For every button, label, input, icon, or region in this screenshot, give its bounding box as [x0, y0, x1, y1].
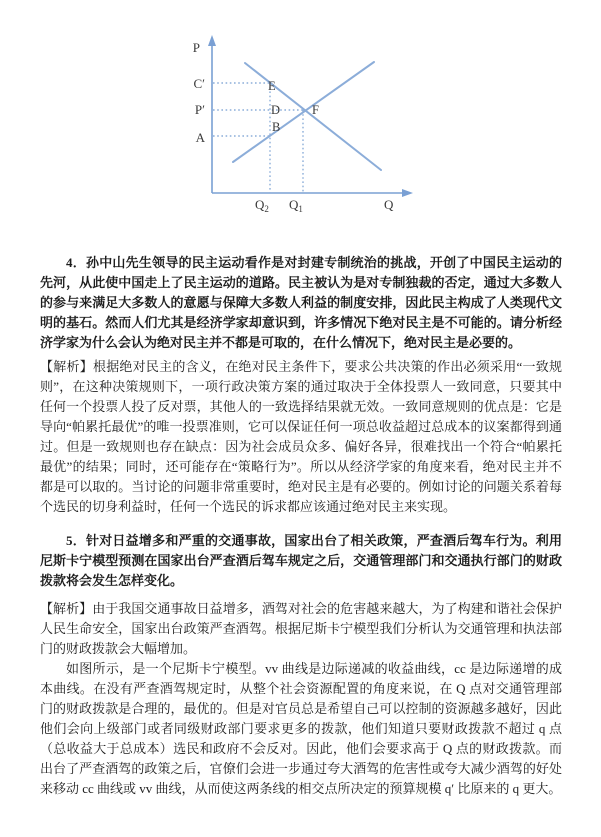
y-tick-label-1: P′: [194, 102, 205, 117]
point-label-B: B: [272, 120, 281, 134]
analysis-4-text: 根据绝对民主的含义，在绝对民主条件下，要求公共决策的作出必须采用“一致规则”，在这种决策规则下，一项行政决策方案的通过取决于全体投票人一致同意，只要其中任何一个投票人投了反对票，其他人的一致选择结果就无效。一致同意规则的优点是：它是导向“帕累托最优”的唯一投票准则，它可以保证任何一项总收益超过总成本的议案都得到通过。但是一致规则也存在缺点：因为社会成员众多、偏好各异，很难找出一个符合“帕累托最优”的结果；同时，还可能存在“策略行为”。所以从经济学家的角度来看，绝对民主并不都是可以取的。当讨论的问题非常重要时，绝对民主是有必要的。例如讨论的问题关系着每个选民的切身利益时，任何一个选民的诉求都应该通过绝对民主来实现。: [40, 359, 562, 514]
analysis-4-label: 【解析】: [40, 359, 93, 374]
point-label-E: E: [268, 79, 276, 93]
x-axis-arrow-icon: [402, 189, 413, 197]
x-axis-title: Q: [384, 197, 394, 212]
y-tick-label-2: A: [195, 130, 205, 145]
point-label-F: F: [312, 103, 319, 117]
analysis-4: [40, 357, 562, 517]
x-tick-label-1: $Q_1$: [289, 197, 303, 214]
document-body: [0, 253, 601, 799]
analysis-5-paragraph-1: [40, 599, 562, 659]
point-label-D: D: [271, 103, 281, 117]
supply-demand-figure: [0, 0, 601, 225]
analysis-5-text-1: 由于我国交通事故日益增多，酒驾对社会的危害越来越大，为了构建和谐社会保护人民生命安全，国家出台政策严查酒驾。根据尼斯卡宁模型我们分析认为交通管理和执法部门的财政拨款会大幅增加。: [40, 601, 562, 656]
question-5-text: 5．针对日益增多和严重的交通事故，国家出台了相关政策，严查酒后驾车行为。利用尼斯卡宁模型预测在国家出台严查酒后驾车规定之后，交通管理部门和交通执行部门的财政拨款将会发生怎样变化。: [40, 533, 562, 588]
supply-demand-chart: [0, 0, 601, 225]
y-axis-title: P: [192, 40, 200, 55]
analysis-5-paragraph-2: 如图所示，是一个尼斯卡宁模型。vv 曲线是边际递减的收益曲线，cc 是边际递增的成本曲线。在没有严查酒驾规定时，从整个社会资源配置的角度来说，在 Q 点对交通管理部门的财政拨款是合理的，最优的。但是对官员总是希望自己可以控制的资源越多越好，因此他们会向上级部门或者同级财政部门要求更多的拨款，他们知道只要财政拨款不超过 q 点（总收益大于总成本）选民和政府不会反对。因此，他们会要求高于 Q 点的财政拨款。而出台了严查酒驾的政策之后，官僚们会进一步通过夸大酒驾的危害性或夸大减少酒驾的好处来移动 cc 曲线或 vv 曲线，从而使这两条线的相交点所决定的预算规模 q′ 比原来的 q 更大。: [40, 661, 562, 796]
analysis-5-label: 【解析】: [40, 601, 93, 616]
x-tick-label-0: $Q_2$: [255, 197, 269, 214]
y-tick-label-0: C′: [193, 76, 205, 91]
question-4-text: 4．孙中山先生领导的民主运动看作是对封建专制统治的挑战，开创了中国民主运动的先河，从此使中国走上了民主运动的道路。民主被认为是对专制独裁的否定，通过大多数人的参与来满足大多数人的意愿与保障大多数人利益的制度安排，因此民主构成了人类现代文明的基石。然而人们尤其是经济学家却意识到，许多情况下绝对民主是不可能的。请分析经济学家为什么会认为绝对民主并不都是可取的，在什么情况下，绝对民主是必要的。: [40, 255, 562, 350]
y-axis-arrow-icon: [208, 35, 216, 46]
